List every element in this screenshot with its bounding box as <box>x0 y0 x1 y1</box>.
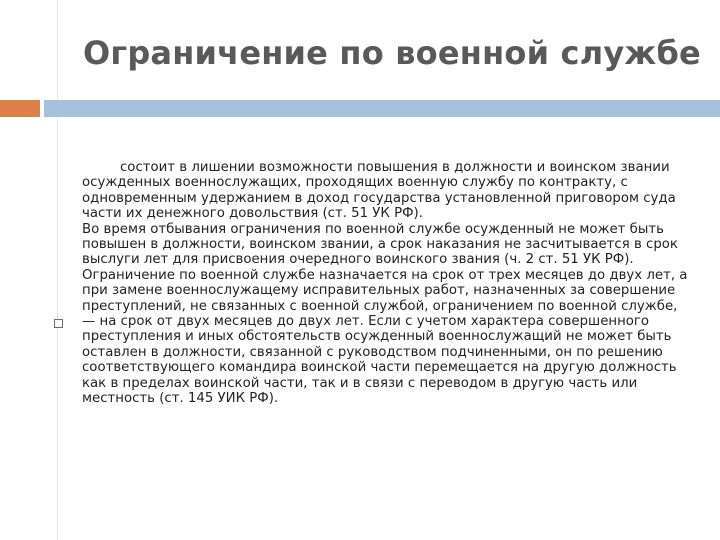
paragraph-bullet <box>50 222 690 407</box>
paragraph-definition: состоит в лишении возможности повышения в должности и воинском звании осужденных военнослужащих, проходящих военную службу по контракту, с одновременным удержанием в доход государства установленной приговором суда части их денежного довольствия (ст. 51 УК РФ). <box>82 160 676 222</box>
slide-title: Ограничение по военной службе <box>83 34 701 72</box>
accent-bar-orange <box>0 100 40 117</box>
paragraph-bullet-text: Во время отбывания ограничения по военной службе осужденный не может быть повышен в должности, воинском звании, а срок наказания не засчитывается в срок выслуги лет для присвоения очередного воинского звания (ч. 2 ст. 51 УК РФ). Ограничение по военной службе назначается на срок от трех месяцев до двух лет, а при замене военнослужащему исправительных работ, назначенных за совершение преступлений, не связанных с военной службой, ограничением по военной службе, — на срок от двух месяцев до двух лет. Если с учетом характера совершенного преступления и иных обстоятельств осужденный военнослужащий не может быть оставлен в должности, связанной с руководством подчиненными, он по решению соответствующего командира воинской части перемещается на другую должность как в пределах воинской части, так и в связи с переводом в другую часть или местность (ст. 145 УИК РФ). <box>82 221 688 407</box>
accent-bar-blue <box>44 100 720 117</box>
slide-content <box>50 160 690 407</box>
hollow-square-bullet-icon <box>54 319 63 328</box>
